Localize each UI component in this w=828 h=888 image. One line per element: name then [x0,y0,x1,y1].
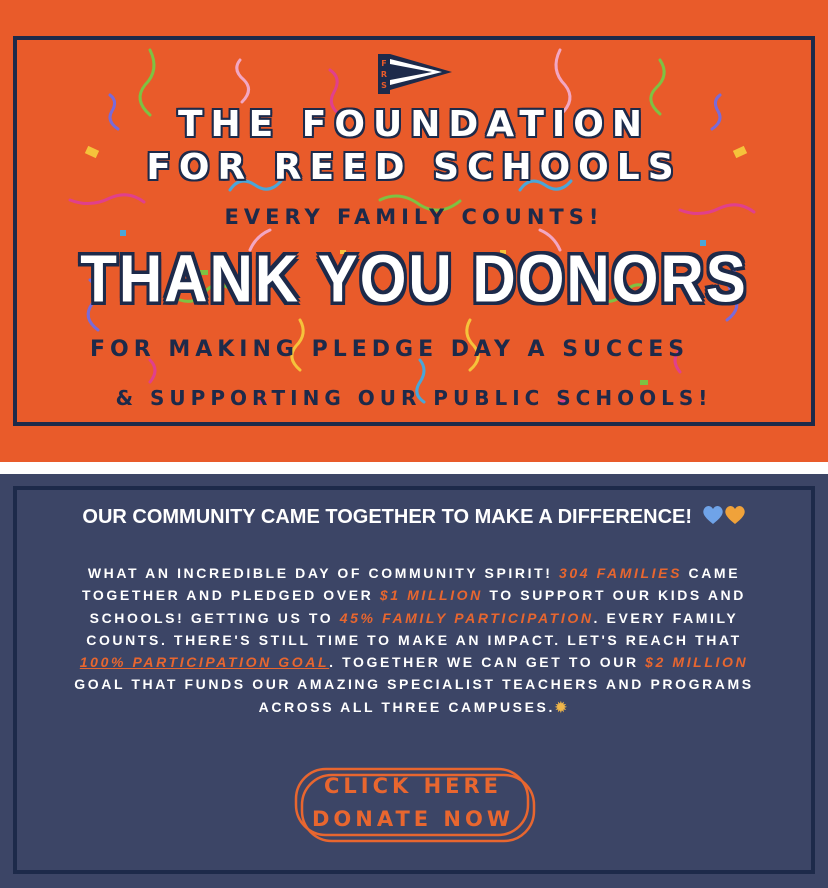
participation-highlight: 45% FAMILY PARTICIPATION [339,609,594,626]
cta-line-2: DONATE NOW [311,807,515,831]
message-part-4: . EVERY FAMILY COUNTS. THERE'S STILL TIME TO MAKE AN IMPACT. LET'S REACH THAT [86,609,742,648]
pledge-day-subline: FOR MAKING PLEDGE DAY A SUCCES [90,337,690,362]
frs-flag-logo [376,50,454,98]
support-schools-subline: & SUPPORTING OUR PUBLIC SCHOOLS! [115,386,713,410]
message-part-3: TO SUPPORT OUR KIDS AND SCHOOLS! GETTING US TO [89,587,746,626]
community-message [70,562,758,718]
donate-now-button[interactable] [293,766,533,840]
tagline: EVERY FAMILY COUNTS! [224,205,604,229]
community-panel [0,474,828,888]
logo-letter-r: R [380,70,388,79]
logo-letter-f: F [381,59,387,68]
message-part-1: WHAT AN INCREDIBLE DAY OF COMMUNITY SPIRIT! [87,565,559,581]
two-million-highlight: $2 MILLION [645,654,749,671]
orange-heart-icon [725,506,744,524]
foundation-title-line-1: THE FOUNDATION [178,104,650,145]
hearts-icon [702,504,746,526]
foundation-title-line-2: FOR REED SCHOOLS [146,147,682,188]
donate-cta [293,766,539,844]
message-part-6: GOAL THAT FUNDS OUR AMAZING SPECIALIST TEACHERS AND PROGRAMS ACROSS ALL THREE CAMPUSES. [74,676,754,715]
families-highlight: 304 FAMILIES [559,565,683,581]
message-part-5: . TOGETHER WE CAN GET TO OUR [329,654,646,671]
cta-line-1: CLICK HERE [323,774,503,798]
logo-letter-s: S [381,81,387,90]
message-part-2: CAME TOGETHER AND PLEDGED OVER [82,565,741,604]
community-heading-text: OUR COMMUNITY CAME TOGETHER TO MAKE A DIFFERENCE! [82,506,693,528]
million-highlight: $1 MILLION [379,587,483,604]
sun-icon: ✹ [554,698,570,715]
thank-you-headline: THANK YOU DONORS [80,240,748,317]
community-heading [0,504,828,529]
blue-heart-icon [703,506,722,524]
participation-goal-link[interactable]: 100% PARTICIPATION GOAL [79,654,330,671]
